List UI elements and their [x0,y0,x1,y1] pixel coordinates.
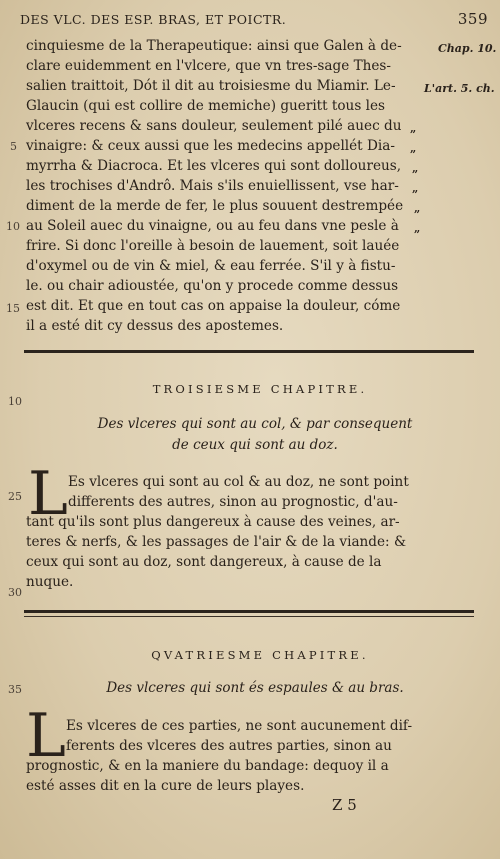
running-header [20,8,488,32]
text-line: frire. Si donc l'oreille à besoin de lauement, soit lauée [26,238,400,254]
text-line: esté asses dit en la cure de leurs playes. [26,778,305,794]
line-number: 25 [8,490,22,503]
quote-mark: „ [410,122,416,135]
section-rule-thin [24,616,474,617]
margin-note-chapter: Chap. 10. [438,42,497,55]
drop-cap: L [28,459,68,529]
text-line: ferents des vlceres des autres parties, sinon au [66,738,392,754]
running-title: DES VLC. DES ESP. BRAS, ET POICTR. [20,12,287,27]
text-line: salien traittoit, Dót il dit au troisiesme du Miamir. Le- [26,78,396,94]
text-line: le. ou chair adioustée, qu'on y procede comme dessus [26,278,399,294]
drop-cap: L [26,701,66,771]
line-number: 10 [8,395,22,408]
text-line: les trochises d'Andrô. Mais s'ils enuiellissent, vse har- [26,178,399,194]
chapter-subtitle: Des vlceres qui sont és espaules & au bras. [106,680,404,696]
text-line: cinquiesme de la Therapeutique: ainsi que Galen à de- [26,38,402,54]
text-line: diment de la merde de fer, le plus souuent destrempée [26,198,404,214]
chapter-heading: QVATRIESME CHAPITRE. [151,648,369,662]
quote-mark: „ [412,182,418,195]
quote-mark: „ [410,142,416,155]
chapter-subtitle: de ceux qui sont au doz. [172,437,338,453]
signature-mark: Z 5 [332,796,357,814]
text-line: nuque. [26,574,74,590]
text-line: vinaigre: & ceux aussi que les medecins appellét Dia- [26,138,395,154]
section-rule [24,610,474,613]
margin-note-lart: L'art. 5. ch. [424,82,495,95]
text-line: vlceres recens & sans douleur, seulement pilé auec du [26,118,402,134]
chapter-heading: TROISIESME CHAPITRE. [152,382,368,396]
text-line: clare euidemment en l'vlcere, que vn tres-sage Thes- [26,58,392,74]
text-line: teres & nerfs, & les passages de l'air & de la viande: & [26,534,407,550]
quote-mark: „ [414,222,420,235]
section-rule [24,350,474,353]
text-line: au Soleil auec du vinaigne, ou au feu dans vne pesle à [26,218,399,234]
quote-mark: „ [412,162,418,175]
text-line: myrrha & Diacroca. Et les vlceres qui sont dolloureus, [26,158,402,174]
page-number: 359 [457,10,488,28]
text-line: ceux qui sont au doz, sont dangereux, à cause de la [26,554,382,570]
line-number: 5 [10,140,17,153]
text-line: tant qu'ils sont plus dangereux à cause des veines, ar- [26,514,400,530]
text-line: Es vlceres de ces parties, ne sont aucunement dif- [66,718,413,734]
text-line: prognostic, & en la maniere du bandage: dequoy il a [26,758,389,774]
text-line: il a esté dit cy dessus des apostemes. [26,318,284,334]
text-line: est dit. Et que en tout cas on appaise la douleur, cóme [26,298,401,314]
quote-mark: „ [414,202,420,215]
line-number: 10 [6,220,20,233]
text-line: Es vlceres qui sont au col & au doz, ne sont point [68,474,409,490]
line-number: 35 [8,683,22,696]
text-line: d'oxymel ou de vin & miel, & eau ferrée. S'il y à fistu- [26,258,396,274]
text-line: Glaucin (qui est collire de memiche) gueritt tous les [26,98,385,114]
line-number: 30 [8,586,22,599]
text-line: differents des autres, sinon au prognostic, d'au- [68,494,398,510]
chapter-subtitle: Des vlceres qui sont au col, & par consequent [97,416,413,432]
line-number: 15 [6,302,20,315]
